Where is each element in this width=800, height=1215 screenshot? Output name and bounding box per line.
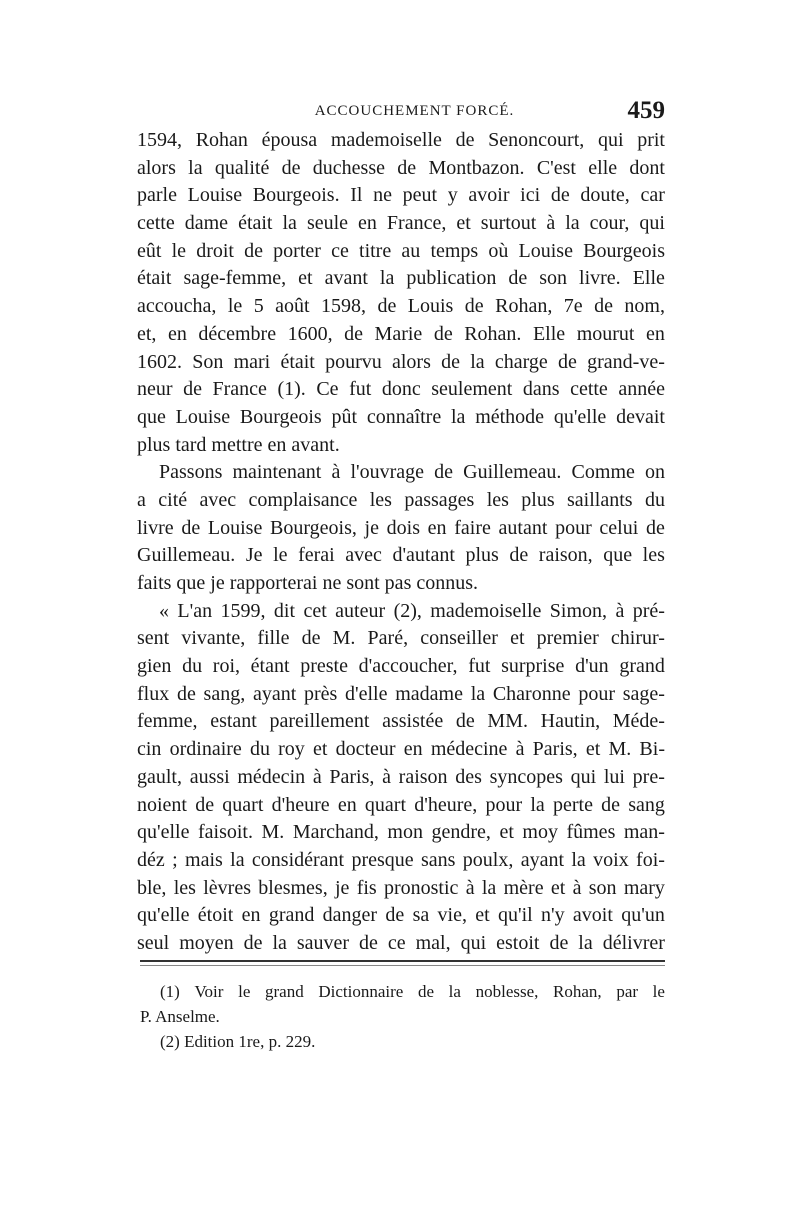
page-header xyxy=(140,97,665,127)
text-line: parle Louise Bourgeois. Il ne peut y avoir ici de doute, car xyxy=(137,184,665,207)
text-line: faits que je rapporterai ne sont pas connus. xyxy=(137,572,479,594)
text-line: cette dame était la seule en France, et surtout à la cour, qui xyxy=(137,212,665,235)
text-line: déz ; mais la considérant presque sans poulx, ayant la voix foi- xyxy=(137,848,665,871)
text-line: accoucha, le 5 août 1598, de Louis de Rohan, 7e de nom, xyxy=(137,295,665,318)
text-line: eût le droit de porter ce titre au temps où Louise Bourgeois xyxy=(137,239,665,262)
text-line: cin ordinaire du roy et docteur en médecine à Paris, et M. Bi- xyxy=(137,738,665,761)
text-line: « L'an 1599, dit cet auteur (2), mademoiselle Simon, à pré- xyxy=(159,599,665,622)
footnote-rule-thin xyxy=(140,965,665,966)
text-line: gault, aussi médecin à Paris, à raison des syncopes qui lui pre- xyxy=(137,765,665,788)
text-line: livre de Louise Bourgeois, je dois en faire autant pour celui de xyxy=(137,516,665,539)
text-line: alors la qualité de duchesse de Montbazon. C'est elle dont xyxy=(137,156,665,179)
text-line: qu'elle étoit en grand danger de sa vie, et qu'il n'y avoit qu'un xyxy=(137,904,665,927)
text-line: 1602. Son mari était pourvu alors de la charge de grand-ve- xyxy=(137,350,665,373)
footnote-line: P. Anselme. xyxy=(140,1007,220,1026)
text-line: gien du roi, étant preste d'accoucher, fut surprise d'un grand xyxy=(137,655,665,678)
text-line: 1594, Rohan épousa mademoiselle de Senoncourt, qui prit xyxy=(137,129,665,151)
footnote-line: (1) Voir le grand Dictionnaire de la noblesse, Rohan, par le xyxy=(160,982,665,1001)
text-line: était sage-femme, et avant la publication de son livre. Elle xyxy=(137,267,665,290)
text-line: et, en décembre 1600, de Marie de Rohan. Elle mourut en xyxy=(137,322,665,345)
footnote-rule xyxy=(140,960,665,962)
text-line: plus tard mettre en avant. xyxy=(137,433,340,456)
text-line: Passons maintenant à l'ouvrage de Guillemeau. Comme on xyxy=(159,461,665,484)
text-line: sent vivante, fille de M. Paré, conseiller et premier chirur- xyxy=(137,627,665,650)
text-line: noient de quart d'heure en quart d'heure, pour la perte de sang xyxy=(137,793,665,816)
running-title: ACCOUCHEMENT FORCÉ. xyxy=(314,103,515,119)
text-line: qu'elle faisoit. M. Marchand, mon gendre, et moy fûmes man- xyxy=(137,821,665,844)
footnotes xyxy=(140,982,665,1057)
body-text xyxy=(137,129,665,960)
text-line: seul moyen de la sauver de ce mal, qui estoit de la délivrer xyxy=(137,931,665,954)
text-line: femme, estant pareillement assistée de MM. Hautin, Méde- xyxy=(137,710,665,733)
footnote-line: (2) Edition 1re, p. 229. xyxy=(160,1032,316,1051)
text-line: ble, les lèvres blesmes, je fis pronostic à la mère et à son mary xyxy=(137,876,665,899)
text-line: flux de sang, ayant près d'elle madame la Charonne pour sage- xyxy=(137,682,665,705)
text-line: Guillemeau. Je le ferai avec d'autant plus de raison, que les xyxy=(137,544,665,567)
text-line: que Louise Bourgeois pût connaître la méthode qu'elle devait xyxy=(137,405,665,428)
text-line: a cité avec complaisance les passages les plus saillants du xyxy=(137,488,665,511)
page-number: 459 xyxy=(627,97,665,124)
text-line: neur de France (1). Ce fut donc seulement dans cette année xyxy=(137,378,665,401)
